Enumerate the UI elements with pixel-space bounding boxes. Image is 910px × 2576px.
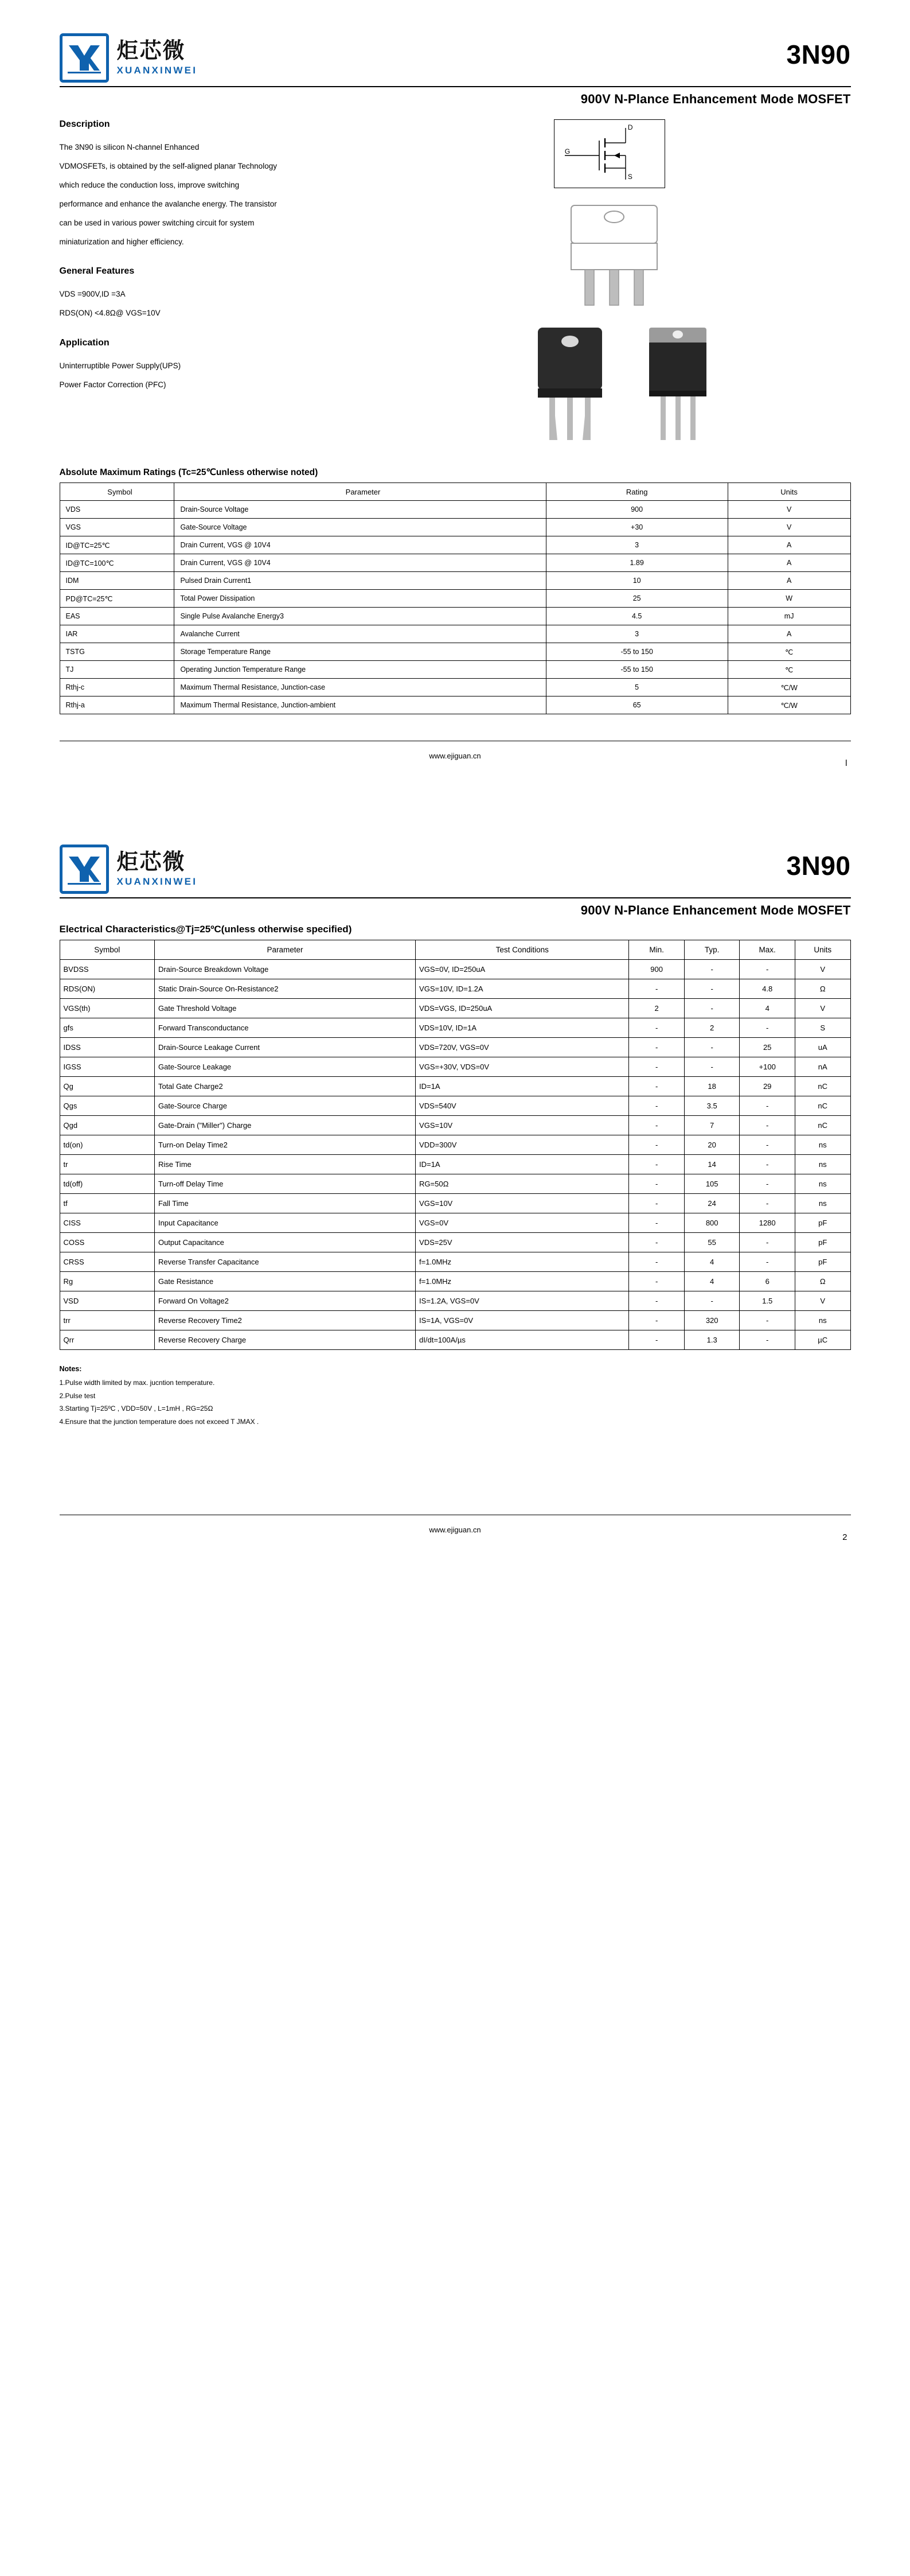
description-line: performance and enhance the avalanche energy. The transistor (59, 200, 277, 209)
ec-cell-typ: - (684, 960, 740, 979)
ec-cell-symbol: tf (60, 1194, 154, 1213)
amr-cell-parameter: Drain Current, VGS @ 10V4 (174, 554, 546, 572)
ec-cell-typ: 800 (684, 1213, 740, 1233)
ec-cell-symbol: VGS(th) (60, 999, 154, 1018)
ec-cell-max: 6 (740, 1272, 795, 1291)
ec-cell-conditions: f=1.0MHz (416, 1272, 629, 1291)
table-row (60, 1174, 850, 1194)
ec-cell-parameter: Drain-Source Leakage Current (154, 1038, 415, 1057)
ec-cell-typ: - (684, 1057, 740, 1077)
table-row (60, 1194, 850, 1213)
header-divider (60, 897, 851, 898)
amr-cell-symbol: ID@TC=100℃ (60, 554, 174, 572)
ec-cell-max: 1280 (740, 1213, 795, 1233)
ec-cell-max: - (740, 1233, 795, 1252)
table-row (60, 1291, 850, 1311)
ec-cell-min: 2 (629, 999, 685, 1018)
ec-cell-min: - (629, 979, 685, 999)
amr-col-parameter: Parameter (174, 483, 546, 501)
table-row (60, 1038, 850, 1057)
amr-cell-units: ℃/W (728, 696, 850, 714)
table-row (60, 1330, 850, 1350)
table-row (60, 501, 850, 519)
ec-cell-max: 4 (740, 999, 795, 1018)
brand-logo (60, 33, 198, 83)
ec-cell-units: nA (795, 1057, 850, 1077)
table-row (60, 1213, 850, 1233)
brand-name-cn: 炬芯微 (116, 38, 186, 64)
amr-cell-rating: 900 (546, 501, 728, 519)
ec-cell-symbol: Qg (60, 1077, 154, 1096)
electrical-characteristics-table (60, 940, 851, 1350)
page2-header (60, 845, 851, 894)
amr-col-symbol: Symbol (60, 483, 174, 501)
description-line: can be used in various power switching circuit for system (59, 219, 255, 228)
ec-cell-max: 29 (740, 1077, 795, 1096)
ec-cell-max: 25 (740, 1038, 795, 1057)
page2-subtitle: 900V N-Plance Enhancement Mode MOSFET (580, 903, 851, 917)
table-row (60, 554, 850, 572)
ec-cell-typ: 4 (684, 1272, 740, 1291)
amr-cell-symbol: VDS (60, 501, 174, 519)
amr-cell-rating: +30 (546, 519, 728, 536)
ec-cell-parameter: Turn-off Delay Time (154, 1174, 415, 1194)
ec-cell-max: - (740, 1194, 795, 1213)
part-number: 3N90 (786, 851, 851, 881)
ec-cell-max: +100 (740, 1057, 795, 1077)
amr-cell-parameter: Storage Temperature Range (174, 643, 546, 661)
table-row (60, 643, 850, 661)
amr-cell-rating: 3 (546, 536, 728, 554)
table-row (60, 1155, 850, 1174)
ec-cell-units: V (795, 960, 850, 979)
note-item: 2.Pulse test (59, 1391, 96, 1400)
symbol-label-s: S (627, 173, 632, 181)
amr-cell-rating: -55 to 150 (546, 643, 728, 661)
ec-cell-min: - (629, 1135, 685, 1155)
ec-cell-parameter: Reverse Transfer Capacitance (154, 1252, 415, 1272)
ec-cell-symbol: COSS (60, 1233, 154, 1252)
ec-cell-units: pF (795, 1213, 850, 1233)
ec-cell-conditions: VGS=10V, ID=1.2A (416, 979, 629, 999)
ec-cell-parameter: Input Capacitance (154, 1213, 415, 1233)
ec-cell-parameter: Gate-Source Charge (154, 1096, 415, 1116)
brand-name-en: XUANXINWEI (116, 875, 198, 887)
amr-cell-rating: 65 (546, 696, 728, 714)
ec-cell-units: nC (795, 1116, 850, 1135)
amr-cell-units: W (728, 590, 850, 608)
ec-cell-max: - (740, 1018, 795, 1038)
amr-cell-parameter: Drain Current, VGS @ 10V4 (174, 536, 546, 554)
amr-cell-symbol: EAS (60, 608, 174, 625)
ec-cell-min: - (629, 1038, 685, 1057)
ec-cell-max: - (740, 1311, 795, 1330)
ec-cell-typ: 7 (684, 1116, 740, 1135)
amr-cell-rating: 10 (546, 572, 728, 590)
ec-cell-symbol: trr (60, 1311, 154, 1330)
amr-cell-parameter: Gate-Source Voltage (174, 519, 546, 536)
ec-cell-typ: - (684, 1038, 740, 1057)
ec-col-typ: Typ. (684, 940, 740, 960)
ec-cell-typ: 18 (684, 1077, 740, 1096)
ec-cell-typ: 1.3 (684, 1330, 740, 1350)
ec-cell-typ: 14 (684, 1155, 740, 1174)
ec-cell-min: - (629, 1233, 685, 1252)
part-number: 3N90 (786, 40, 851, 69)
amr-col-units: Units (728, 483, 850, 501)
page-number: 2 (842, 1532, 847, 1542)
ec-cell-parameter: Total Gate Charge2 (154, 1077, 415, 1096)
ec-cell-max: - (740, 1116, 795, 1135)
table-row (60, 572, 850, 590)
ec-title: Electrical Characteristics@Tj=25ºC(unless otherwise specified) (59, 924, 352, 935)
ec-col-conditions: Test Conditions (416, 940, 629, 960)
ec-col-min: Min. (629, 940, 685, 960)
ec-header-row (60, 940, 850, 960)
amr-cell-units: V (728, 501, 850, 519)
ec-cell-conditions: VGS=0V (416, 1213, 629, 1233)
ec-cell-units: pF (795, 1252, 850, 1272)
ec-cell-min: 900 (629, 960, 685, 979)
ec-cell-parameter: Forward Transconductance (154, 1018, 415, 1038)
amr-cell-units: ℃ (728, 643, 850, 661)
ec-cell-min: - (629, 1291, 685, 1311)
page1-footer (60, 741, 851, 776)
ec-cell-units: nC (795, 1096, 850, 1116)
table-row (60, 625, 850, 643)
ec-cell-parameter: Output Capacitance (154, 1233, 415, 1252)
amr-cell-symbol: ID@TC=25℃ (60, 536, 174, 554)
ec-cell-typ: 4 (684, 1252, 740, 1272)
ec-cell-symbol: CISS (60, 1213, 154, 1233)
amr-cell-units: A (728, 536, 850, 554)
table-row (60, 696, 850, 714)
amr-cell-units: ℃ (728, 661, 850, 679)
datasheet-page-1 (0, 0, 910, 776)
footer-url: www.ejiguan.cn (429, 1525, 481, 1534)
ec-cell-max: 1.5 (740, 1291, 795, 1311)
amr-cell-symbol: IDM (60, 572, 174, 590)
page-number: l (845, 758, 847, 768)
amr-cell-units: V (728, 519, 850, 536)
ec-cell-max: - (740, 1096, 795, 1116)
ec-cell-symbol: Qrr (60, 1330, 154, 1350)
note-item: 4.Ensure that the junction temperature does not exceed T JMAX . (59, 1418, 259, 1426)
ec-cell-conditions: ID=1A (416, 1077, 629, 1096)
ec-cell-symbol: tr (60, 1155, 154, 1174)
amr-section (60, 467, 851, 714)
amr-cell-rating: 4.5 (546, 608, 728, 625)
amr-cell-parameter: Pulsed Drain Current1 (174, 572, 546, 590)
ec-cell-conditions: VDS=VGS, ID=250uA (416, 999, 629, 1018)
table-row (60, 1135, 850, 1155)
ec-cell-conditions: dI/dt=100A/µs (416, 1330, 629, 1350)
package-photo-to220f (530, 324, 610, 448)
ec-cell-units: ns (795, 1135, 850, 1155)
ec-cell-symbol: Qgd (60, 1116, 154, 1135)
symbol-label-d: D (627, 123, 633, 131)
ec-cell-symbol: Rg (60, 1272, 154, 1291)
table-row (60, 1096, 850, 1116)
ec-cell-typ: - (684, 1291, 740, 1311)
ec-cell-typ: - (684, 979, 740, 999)
amr-cell-symbol: TSTG (60, 643, 174, 661)
ec-cell-conditions: VDS=720V, VGS=0V (416, 1038, 629, 1057)
page2-footer (60, 1515, 851, 1550)
amr-cell-parameter: Avalanche Current (174, 625, 546, 643)
brand-name-cn: 炬芯微 (116, 849, 186, 875)
amr-cell-symbol: IAR (60, 625, 174, 643)
ec-cell-min: - (629, 1194, 685, 1213)
amr-cell-parameter: Drain-Source Voltage (174, 501, 546, 519)
ec-cell-min: - (629, 1272, 685, 1291)
ec-cell-min: - (629, 1096, 685, 1116)
amr-cell-units: A (728, 554, 850, 572)
xxw-logo-icon (60, 845, 109, 894)
ec-cell-parameter: Drain-Source Breakdown Voltage (154, 960, 415, 979)
ec-cell-parameter: Static Drain-Source On-Resistance2 (154, 979, 415, 999)
page-separator (0, 776, 910, 845)
ec-cell-max: - (740, 1135, 795, 1155)
ec-cell-max: - (740, 1252, 795, 1272)
ec-cell-units: ns (795, 1174, 850, 1194)
ec-cell-typ: 2 (684, 1018, 740, 1038)
ec-cell-symbol: td(off) (60, 1174, 154, 1194)
ec-cell-typ: 55 (684, 1233, 740, 1252)
table-row (60, 1311, 850, 1330)
ec-cell-parameter: Reverse Recovery Time2 (154, 1311, 415, 1330)
amr-cell-rating: 1.89 (546, 554, 728, 572)
ec-cell-typ: 20 (684, 1135, 740, 1155)
description-section (60, 119, 851, 448)
ec-cell-units: nC (795, 1077, 850, 1096)
note-item: 1.Pulse width limited by max. jucntion temperature. (59, 1378, 215, 1387)
ec-cell-units: Ω (795, 1272, 850, 1291)
package-photos (530, 324, 851, 448)
amr-cell-symbol: VGS (60, 519, 174, 536)
ec-cell-parameter: Gate Resistance (154, 1272, 415, 1291)
table-row (60, 1077, 850, 1096)
ec-cell-parameter: Fall Time (154, 1194, 415, 1213)
description-line: The 3N90 is silicon N-channel Enhanced (59, 143, 200, 151)
ec-cell-conditions: IS=1.2A, VGS=0V (416, 1291, 629, 1311)
ec-cell-max: - (740, 1330, 795, 1350)
ec-cell-parameter: Forward On Voltage2 (154, 1291, 415, 1311)
description-line: VDMOSFETs, is obtained by the self-aligned planar Technology (59, 162, 277, 171)
ec-cell-conditions: VDS=25V (416, 1233, 629, 1252)
ec-cell-parameter: Reverse Recovery Charge (154, 1330, 415, 1350)
amr-cell-units: A (728, 572, 850, 590)
ec-cell-parameter: Gate Threshold Voltage (154, 999, 415, 1018)
ec-cell-min: - (629, 1077, 685, 1096)
ec-cell-conditions: RG=50Ω (416, 1174, 629, 1194)
ec-cell-min: - (629, 1252, 685, 1272)
amr-cell-parameter: Single Pulse Avalanche Energy3 (174, 608, 546, 625)
ec-cell-min: - (629, 1155, 685, 1174)
table-row (60, 1116, 850, 1135)
ec-cell-parameter: Turn-on Delay Time2 (154, 1135, 415, 1155)
ec-cell-min: - (629, 1116, 685, 1135)
amr-table (60, 482, 851, 714)
amr-cell-parameter: Maximum Thermal Resistance, Junction-case (174, 679, 546, 696)
footer-url: www.ejiguan.cn (429, 752, 481, 760)
amr-cell-rating: 5 (546, 679, 728, 696)
xxw-logo-icon (60, 33, 109, 83)
mosfet-symbol-diagram (554, 119, 665, 188)
brand-name-en: XUANXINWEI (116, 64, 198, 76)
ec-cell-min: - (629, 1174, 685, 1194)
table-row (60, 1018, 850, 1038)
ec-cell-typ: - (684, 999, 740, 1018)
amr-cell-rating: 25 (546, 590, 728, 608)
ec-cell-units: S (795, 1018, 850, 1038)
amr-col-rating: Rating (546, 483, 728, 501)
ec-cell-symbol: IGSS (60, 1057, 154, 1077)
amr-cell-symbol: PD@TC=25℃ (60, 590, 174, 608)
ec-cell-conditions: VGS=10V (416, 1194, 629, 1213)
amr-cell-units: ℃/W (728, 679, 850, 696)
ec-col-parameter: Parameter (154, 940, 415, 960)
ec-cell-parameter: Rise Time (154, 1155, 415, 1174)
amr-title: Absolute Maximum Ratings (Tc=25℃unless otherwise noted) (59, 468, 318, 477)
note-item: 3.Starting Tj=25ºC , VDD=50V , L=1mH , RG=25Ω (59, 1404, 213, 1413)
table-row (60, 679, 850, 696)
ec-cell-conditions: VGS=+30V, VDS=0V (416, 1057, 629, 1077)
ec-cell-typ: 320 (684, 1311, 740, 1330)
datasheet-page-2 (0, 845, 910, 1550)
ec-cell-min: - (629, 1057, 685, 1077)
ec-cell-symbol: Qgs (60, 1096, 154, 1116)
ec-cell-conditions: VGS=0V, ID=250uA (416, 960, 629, 979)
table-row (60, 1057, 850, 1077)
ec-cell-conditions: VDS=540V (416, 1096, 629, 1116)
ec-cell-conditions: VDD=300V (416, 1135, 629, 1155)
ec-cell-units: pF (795, 1233, 850, 1252)
ec-cell-units: uA (795, 1038, 850, 1057)
package-outline-drawing (545, 202, 851, 314)
table-row (60, 536, 850, 554)
ec-cell-min: - (629, 1311, 685, 1330)
header-divider (60, 86, 851, 87)
ec-cell-symbol: gfs (60, 1018, 154, 1038)
table-row (60, 1252, 850, 1272)
page1-subtitle: 900V N-Plance Enhancement Mode MOSFET (580, 92, 851, 106)
ec-cell-units: ns (795, 1155, 850, 1174)
ec-cell-units: V (795, 999, 850, 1018)
table-row (60, 590, 850, 608)
amr-cell-units: A (728, 625, 850, 643)
ec-cell-units: ns (795, 1194, 850, 1213)
application-item: Uninterruptible Power Supply(UPS) (59, 361, 181, 370)
table-row (60, 999, 850, 1018)
amr-cell-symbol: Rthj-c (60, 679, 174, 696)
amr-cell-parameter: Maximum Thermal Resistance, Junction-ambient (174, 696, 546, 714)
ec-cell-conditions: f=1.0MHz (416, 1252, 629, 1272)
ec-cell-parameter: Gate-Drain ("Miller") Charge (154, 1116, 415, 1135)
notes-section (60, 1363, 851, 1429)
ec-col-symbol: Symbol (60, 940, 154, 960)
ec-cell-symbol: IDSS (60, 1038, 154, 1057)
amr-cell-units: mJ (728, 608, 850, 625)
ec-cell-conditions: VGS=10V (416, 1116, 629, 1135)
ec-cell-max: - (740, 960, 795, 979)
ec-cell-symbol: CRSS (60, 1252, 154, 1272)
general-features-heading: General Features (59, 266, 135, 277)
table-row (60, 519, 850, 536)
description-line: miniaturization and higher efficiency. (59, 238, 184, 247)
package-photo-to220 (638, 324, 718, 448)
ec-cell-units: µC (795, 1330, 850, 1350)
ec-cell-typ: 24 (684, 1194, 740, 1213)
ec-cell-max: - (740, 1174, 795, 1194)
ec-col-max: Max. (740, 940, 795, 960)
ec-col-units: Units (795, 940, 850, 960)
application-item: Power Factor Correction (PFC) (59, 380, 166, 389)
ec-cell-symbol: BVDSS (60, 960, 154, 979)
ec-cell-symbol: td(on) (60, 1135, 154, 1155)
amr-header-row (60, 483, 850, 501)
page1-header (60, 0, 851, 83)
ec-cell-min: - (629, 1330, 685, 1350)
amr-cell-rating: -55 to 150 (546, 661, 728, 679)
amr-cell-symbol: Rthj-a (60, 696, 174, 714)
table-row (60, 1272, 850, 1291)
ec-cell-symbol: RDS(ON) (60, 979, 154, 999)
ec-cell-units: V (795, 1291, 850, 1311)
ec-cell-typ: 3.5 (684, 1096, 740, 1116)
table-row (60, 960, 850, 979)
amr-cell-parameter: Total Power Dissipation (174, 590, 546, 608)
ec-cell-max: - (740, 1155, 795, 1174)
brand-logo (60, 845, 198, 894)
table-row (60, 1233, 850, 1252)
ec-cell-units: ns (795, 1311, 850, 1330)
description-line: which reduce the conduction loss, improve switching (59, 181, 240, 190)
ec-cell-min: - (629, 1213, 685, 1233)
ec-cell-parameter: Gate-Source Leakage (154, 1057, 415, 1077)
notes-heading: Notes: (59, 1365, 82, 1373)
ec-cell-conditions: VDS=10V, ID=1A (416, 1018, 629, 1038)
ec-cell-units: Ω (795, 979, 850, 999)
ec-cell-conditions: ID=1A (416, 1155, 629, 1174)
table-row (60, 661, 850, 679)
description-heading: Description (59, 119, 110, 129)
ec-cell-min: - (629, 1018, 685, 1038)
ec-cell-max: 4.8 (740, 979, 795, 999)
amr-cell-symbol: TJ (60, 661, 174, 679)
ec-cell-typ: 105 (684, 1174, 740, 1194)
amr-cell-rating: 3 (546, 625, 728, 643)
ec-cell-symbol: VSD (60, 1291, 154, 1311)
table-row (60, 979, 850, 999)
symbol-label-g: G (564, 147, 571, 155)
general-feature-item: VDS =900V,ID =3A (59, 290, 126, 299)
amr-cell-parameter: Operating Junction Temperature Range (174, 661, 546, 679)
ec-cell-conditions: IS=1A, VGS=0V (416, 1311, 629, 1330)
general-feature-item: RDS(ON) <4.8Ω@ VGS=10V (59, 309, 161, 318)
application-heading: Application (59, 337, 110, 348)
table-row (60, 608, 850, 625)
